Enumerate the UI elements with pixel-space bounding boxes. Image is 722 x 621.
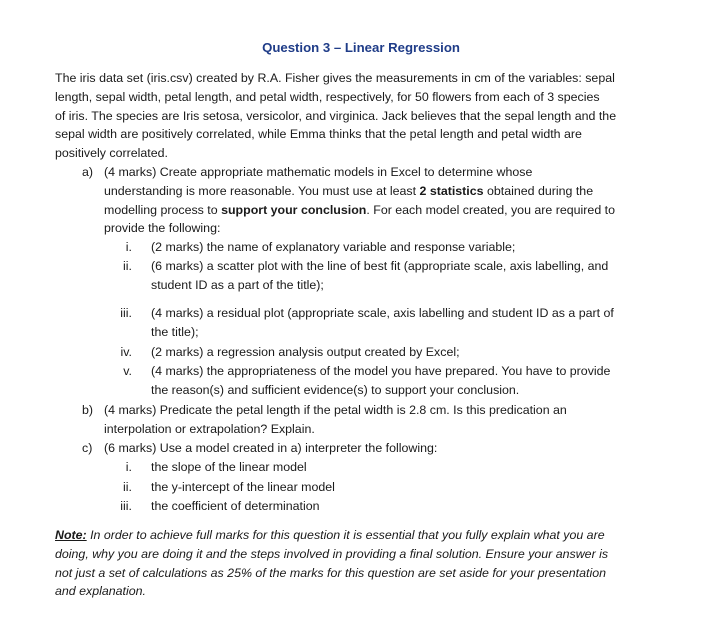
list-number: iii. [120, 306, 132, 320]
list-number: ii. [123, 480, 132, 494]
note-text: and explanation. [55, 584, 146, 599]
question-title: Question 3 – Linear Regression [262, 40, 460, 55]
list-item-text: (4 marks) a residual plot (appropriate scale, axis labelling and student ID as a part of [151, 306, 614, 320]
part-c-text [104, 439, 664, 458]
list-item-text: the reason(s) and sufficient evidence(s) to support your conclusion. [151, 382, 520, 397]
emphasis-conclusion: support your conclusion [221, 202, 367, 217]
list-item-text: (6 marks) a scatter plot with the line of best fit (appropriate scale, axis labelling, and [151, 259, 609, 273]
note-text: doing, why you are doing it and the steps involved in providing a final solution. Ensure your answer is [55, 546, 609, 561]
part-a-line: provide the following: [104, 221, 221, 236]
note-text: In order to achieve full marks for this question it is essential that you fully explain what you are [86, 528, 605, 542]
list-number: i. [125, 240, 132, 254]
intro-paragraph [55, 69, 667, 163]
intro-line: sepal width are positively correlated, while Emma thinks that the petal length and petal width are [55, 127, 582, 142]
intro-line: The iris data set (iris.csv) created by R.A. Fisher gives the measurements in cm of the variables: sepal [55, 71, 615, 85]
part-a-line: modelling process to support your conclusion. For each model created, you are required to [104, 202, 615, 217]
note-text: not just a set of calculations as 25% of the marks for this question are set aside for your presentation [55, 565, 606, 580]
list-number: v. [123, 364, 132, 378]
intro-line: of iris. The species are Iris setosa, versicolor, and virginica. Jack believes that the sepal length and the [55, 108, 617, 123]
part-b-marker: b) [82, 403, 94, 417]
list-number: i. [125, 460, 132, 474]
list-item-text: the slope of the linear model [151, 460, 307, 474]
part-a-line: (4 marks) Create appropriate mathematic models in Excel to determine whose [104, 165, 533, 179]
emphasis-statistics: 2 statistics [419, 183, 484, 198]
list-number: iii. [120, 499, 132, 513]
intro-line: length, sepal width, petal length, and petal width, respectively, for 50 flowers from each of 3 species [55, 89, 600, 104]
list-item-text: the title); [151, 324, 199, 339]
list-item-text: the y-intercept of the linear model [151, 480, 335, 494]
list-number: ii. [123, 259, 132, 273]
part-a-marker: a) [82, 165, 94, 179]
intro-line: positively correlated. [55, 146, 168, 161]
list-item-text: (4 marks) the appropriateness of the model you have prepared. You have to provide [151, 364, 611, 378]
part-b-line: interpolation or extrapolation? Explain. [104, 421, 315, 436]
part-c-line: (6 marks) Use a model created in a) interpreter the following: [104, 441, 438, 455]
part-a-text [104, 163, 664, 238]
part-b-text [104, 401, 664, 439]
list-item-text: student ID as a part of the title); [151, 277, 324, 292]
note-paragraph [55, 526, 675, 601]
list-item-text: (2 marks) the name of explanatory variable and response variable; [151, 240, 516, 254]
part-a-line: understanding is more reasonable. You must use at least 2 statistics obtained during the [104, 183, 594, 198]
note-label: Note: [55, 528, 87, 542]
part-c-marker: c) [82, 441, 93, 455]
list-item-text: the coefficient of determination [151, 499, 320, 513]
list-item-text: (2 marks) a regression analysis output created by Excel; [151, 345, 460, 359]
part-b-line: (4 marks) Predicate the petal length if the petal width is 2.8 cm. Is this predication an [104, 403, 567, 417]
list-number: iv. [120, 345, 132, 359]
